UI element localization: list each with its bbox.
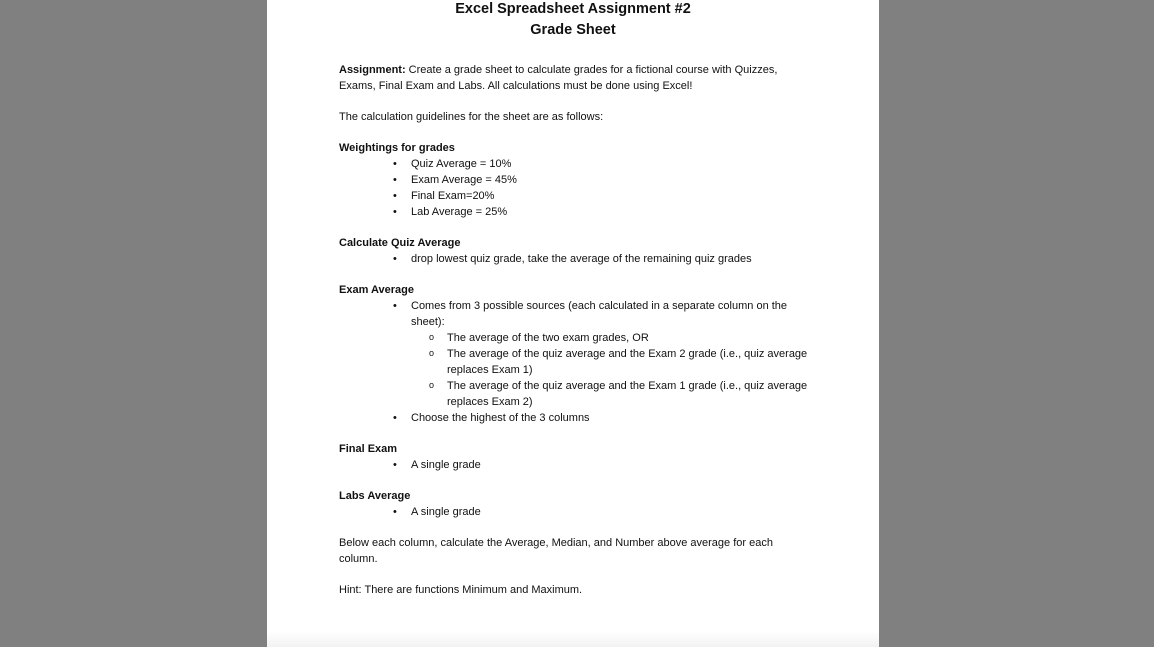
labs-heading: Labs Average (339, 490, 411, 502)
final-exam-list (339, 457, 809, 473)
list-item: • Lab Average = 25% (339, 204, 809, 220)
assignment-text: Create a grade sheet to calculate grades for a fictional course with Quizzes, Exams, Final Exam and Labs. All calculations must be done using Excel! (339, 64, 778, 92)
document-title: Excel Spreadsheet Assignment #2 (455, 1, 691, 17)
list-item: • Exam Average = 45% (339, 172, 809, 188)
below-column-paragraph: Below each column, calculate the Average, Median, and Number above average for each column. (339, 537, 773, 565)
exam-list (339, 298, 809, 426)
exam-heading: Exam Average (339, 284, 415, 296)
final-exam-heading: Final Exam (339, 443, 398, 455)
page-bottom-edge (267, 631, 879, 647)
assignment-paragraph (339, 62, 809, 94)
document-subtitle: Grade Sheet (530, 22, 616, 38)
sub-list-item: o The average of the quiz average and the Exam 2 grade (i.e., quiz average replaces Exam 1) (411, 346, 809, 378)
list-item: • Quiz Average = 10% (339, 156, 809, 172)
exam-sources-text: Comes from 3 possible sources (each calculated in a separate column on the sheet): (411, 300, 788, 328)
assignment-label: Assignment: (339, 64, 406, 76)
guidelines-intro: The calculation guidelines for the sheet are as follows: (339, 111, 604, 123)
quiz-heading: Calculate Quiz Average (339, 237, 461, 249)
labs-list (339, 504, 809, 520)
list-item: • Choose the highest of the 3 columns (339, 410, 809, 426)
document-body (339, 62, 809, 598)
sub-list-item: o The average of the quiz average and the Exam 1 grade (i.e., quiz average replaces Exam 2) (411, 378, 809, 410)
list-item (339, 298, 809, 410)
list-item: • Final Exam=20% (339, 188, 809, 204)
exam-sources-sublist (411, 330, 809, 410)
list-item: • A single grade (339, 457, 809, 473)
sub-list-item: o The average of the two exam grades, OR (411, 330, 809, 346)
quiz-list (339, 251, 809, 267)
weightings-list (339, 156, 809, 220)
hint-paragraph: Hint: There are functions Minimum and Maximum. (339, 584, 583, 596)
list-item: • drop lowest quiz grade, take the average of the remaining quiz grades (339, 251, 809, 267)
weightings-heading: Weightings for grades (339, 142, 455, 154)
document-page (267, 0, 879, 647)
list-item: • A single grade (339, 504, 809, 520)
